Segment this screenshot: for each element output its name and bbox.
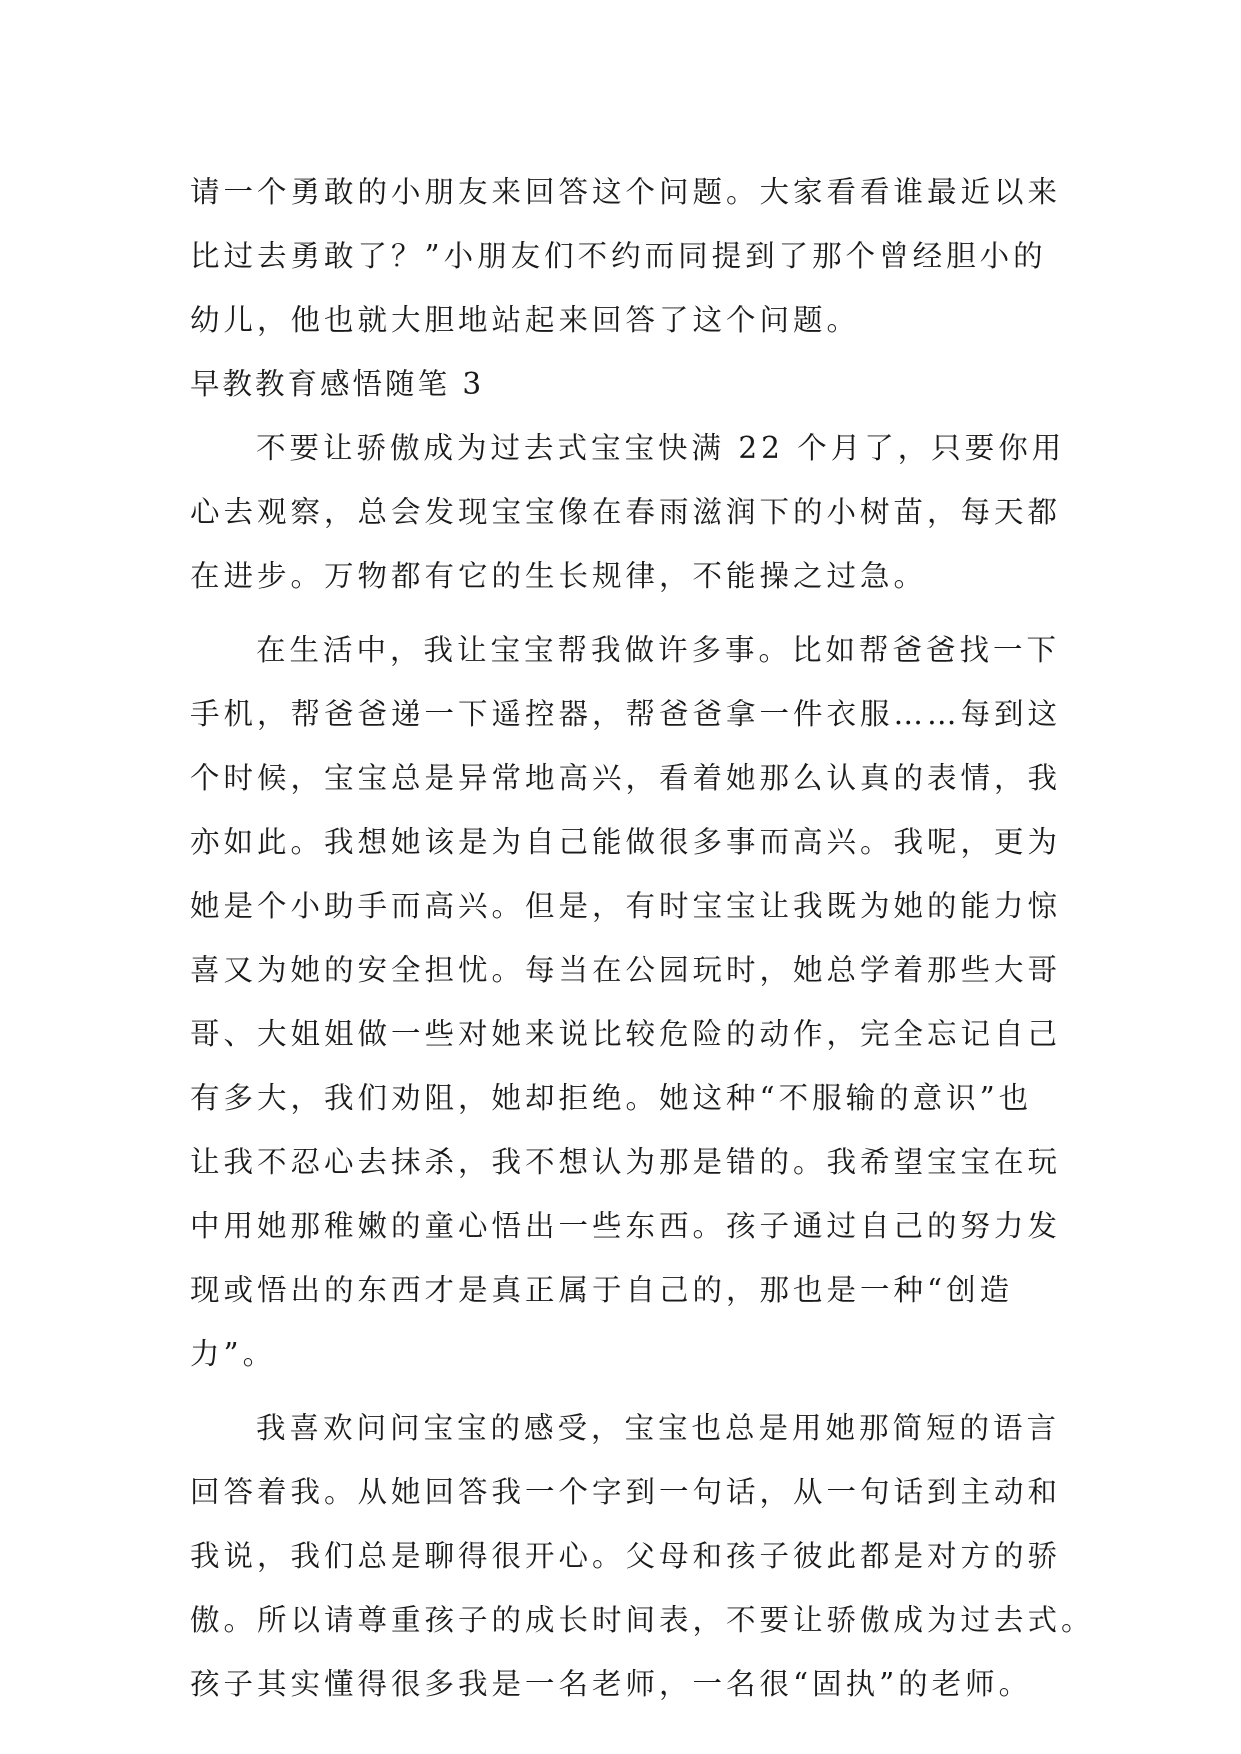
text-line: 比过去勇敢了？”小朋友们不约而同提到了那个曾经胆小的 <box>190 239 1047 273</box>
text-line: 现或悟出的东西才是真正属于自己的，那也是一种“创造 <box>190 1273 1014 1307</box>
text-line: 在生活中，我让宝宝帮我做许多事。比如帮爸爸找一下 <box>256 633 1061 667</box>
text-line: 让我不忍心去抹杀，我不想认为那是错的。我希望宝宝在玩 <box>190 1145 1062 1179</box>
text-line: 个时候，宝宝总是异常地高兴，看着她那么认真的表情，我 <box>190 761 1062 795</box>
text-line: 她是个小助手而高兴。但是，有时宝宝让我既为她的能力惊 <box>190 889 1062 923</box>
text-line: 力”。 <box>190 1337 277 1371</box>
text-line: 孩子其实懂得很多我是一名老师，一名很“固执”的老师。 <box>190 1667 1033 1701</box>
paragraph-gap <box>190 1386 1070 1396</box>
text-line: 中用她那稚嫩的童心悟出一些东西。孩子通过自己的努力发 <box>190 1209 1062 1243</box>
section-heading: 早教教育感悟随笔 3 <box>190 367 485 401</box>
text-line: 傲。所以请尊重孩子的成长时间表，不要让骄傲成为过去式。 <box>190 1603 1095 1637</box>
text-line: 请一个勇敢的小朋友来回答这个问题。大家看看谁最近以来 <box>190 175 1062 209</box>
text-line: 回答着我。从她回答我一个字到一句话，从一句话到主动和 <box>190 1475 1062 1509</box>
text-line: 我说，我们总是聊得很开心。父母和孩子彼此都是对方的骄 <box>190 1539 1062 1573</box>
text-line: 在进步。万物都有它的生长规律，不能操之过急。 <box>190 559 928 593</box>
text-line: 哥、大姐姐做一些对她来说比较危险的动作，完全忘记自己 <box>190 1017 1062 1051</box>
text-line: 我喜欢问问宝宝的感受，宝宝也总是用她那简短的语言 <box>256 1411 1061 1445</box>
text-line: 不要让骄傲成为过去式宝宝快满 22 个月了，只要你用 <box>256 431 1066 465</box>
document-page <box>190 160 1095 1716</box>
text-line: 手机，帮爸爸递一下遥控器，帮爸爸拿一件衣服……每到这 <box>190 697 1062 731</box>
text-line: 喜又为她的安全担忧。每当在公园玩时，她总学着那些大哥 <box>190 953 1062 987</box>
text-line: 有多大，我们劝阻，她却拒绝。她这种“不服输的意识”也 <box>190 1081 1033 1115</box>
paragraph-gap <box>190 608 1070 618</box>
text-line: 亦如此。我想她该是为自己能做很多事而高兴。我呢，更为 <box>190 825 1062 859</box>
text-line: 心去观察，总会发现宝宝像在春雨滋润下的小树苗，每天都 <box>190 495 1062 529</box>
text-line: 幼儿，他也就大胆地站起来回答了这个问题。 <box>190 303 861 337</box>
